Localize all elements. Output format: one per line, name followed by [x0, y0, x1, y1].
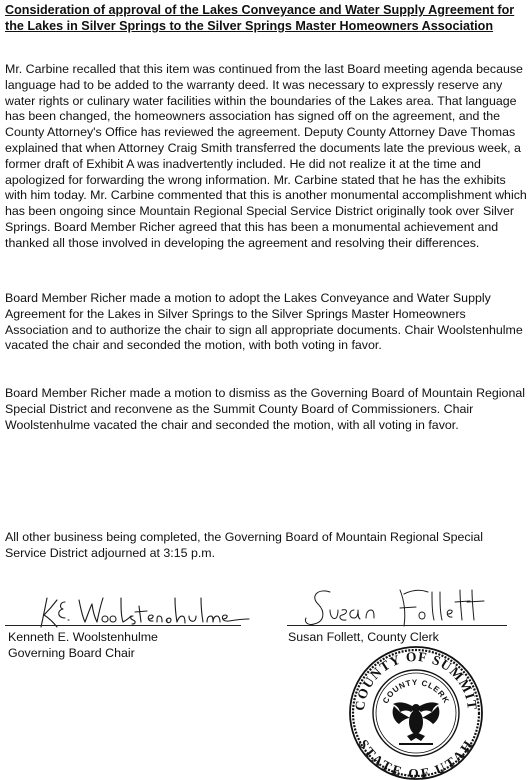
seal-bottom-text: STATE OF UTAH	[356, 736, 476, 780]
document-heading: Consideration of approval of the Lakes Conveyance and Water Supply Agreement for the Lakes in Silver Springs to the Silver Springs Master Homeowners Association	[5, 3, 515, 33]
clerk-handwritten-signature	[300, 586, 500, 630]
county-clerk-seal-icon	[347, 646, 485, 780]
clerk-signature-line	[287, 625, 507, 626]
chair-signature-line	[5, 625, 241, 626]
seal-top-text: COUNTY OF SUMMIT	[351, 648, 481, 712]
clerk-name: Susan Follett, County Clerk	[288, 630, 439, 644]
chair-name: Kenneth E. Woolstenhulme	[8, 630, 158, 644]
paragraph-motion-dismiss: Board Member Richer made a motion to dismiss as the Governing Board of Mountain Regional Special District and reconvene as the Summit County Board of Commissioners. Chair Woolstenhulme vacated the chair and seconded the motion, with all voting in favor.	[5, 386, 525, 432]
seal-inner-text: COUNTY CLERK	[381, 677, 451, 706]
paragraph-discussion: Mr. Carbine recalled that this item was continued from the last Board meeting agenda because language had to be added to the warranty deed. It was necessary to expressly reserve any water rights or culinary water facilities within the boundaries of the Lakes area. That language has been changed, the homeowners association has signed off on the agreement, and the County Attorney's Office has reviewed the agreement. Deputy County Attorney Dave Thomas explained that when Attorney Craig Smith transferred the documents late the previous week, a former draft of Exhibit A was inadvertently included. He did not realize it at the time and apologized for forwarding the wrong information. Mr. Carbine stated that he has the exhibits with him today. Mr. Carbine commented that this is another monumental accomplishment which has been ongoing since Mountain Regional Special Service District originally took over Silver Springs. Board Member Richer agreed that this has been a monumental achievement and thanked all those involved in developing the agreement and resolving their differences.	[5, 62, 527, 250]
chair-title: Governing Board Chair	[8, 646, 135, 660]
paragraph-motion-adopt: Board Member Richer made a motion to adopt the Lakes Conveyance and Water Supply Agreement for the Lakes in Silver Springs to the Silver Springs Master Homeowners Association and to authorize the chair to sign all appropriate documents. Chair Woolstenhulme vacated the chair and seconded the motion, with both voting in favor.	[5, 291, 523, 353]
paragraph-adjournment: All other business being completed, the Governing Board of Mountain Regional Special Service District adjourned at 3:15 p.m.	[5, 530, 484, 560]
